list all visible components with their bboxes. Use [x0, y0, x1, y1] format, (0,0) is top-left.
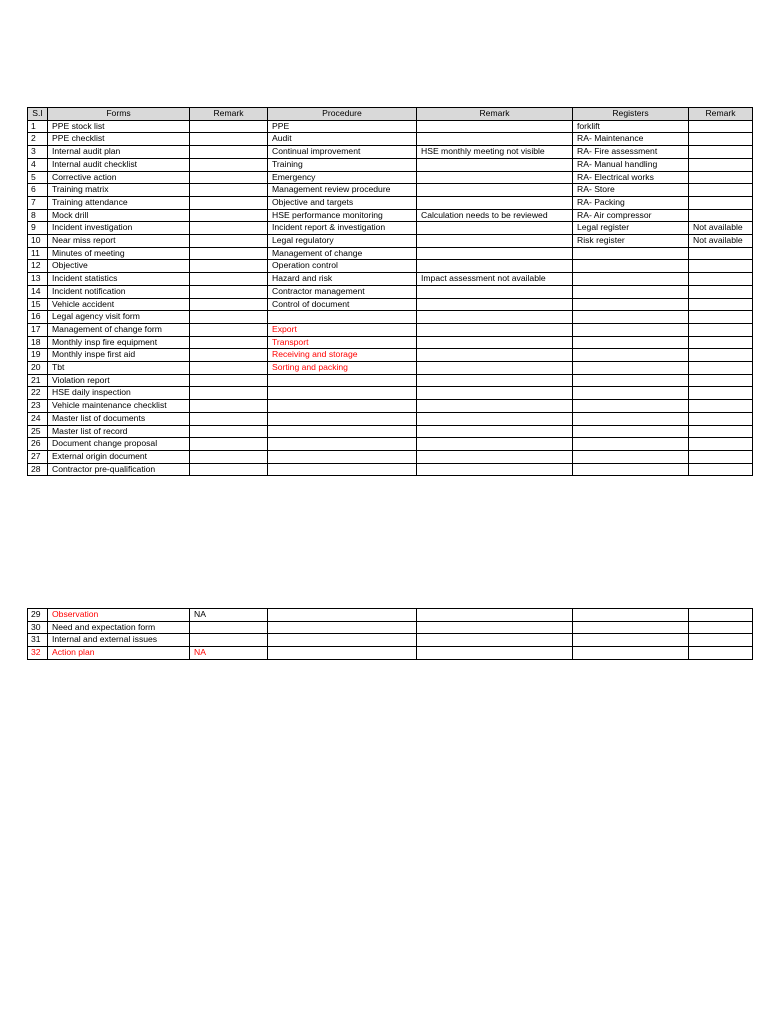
serial-number-cell: 20: [28, 362, 48, 375]
procedure-remark-cell: [417, 438, 573, 451]
register-remark-cell: [689, 621, 753, 634]
register-cell: [573, 260, 689, 273]
header-si: S.I: [28, 108, 48, 121]
register-remark-cell: [689, 158, 753, 171]
form-name-cell: Corrective action: [48, 171, 190, 184]
register-remark-cell: [689, 400, 753, 413]
form-remark-cell: [190, 336, 268, 349]
register-remark-cell: [689, 463, 753, 476]
serial-number-cell: 12: [28, 260, 48, 273]
procedure-remark-cell: [417, 184, 573, 197]
serial-number-cell: 22: [28, 387, 48, 400]
register-remark-cell: [689, 634, 753, 647]
procedure-cell: [268, 387, 417, 400]
register-remark-cell: [689, 260, 753, 273]
register-remark-cell: [689, 273, 753, 286]
register-cell: [573, 362, 689, 375]
table-row: [28, 171, 753, 184]
register-remark-cell: [689, 349, 753, 362]
procedure-cell: PPE: [268, 120, 417, 133]
procedure-cell: [268, 634, 417, 647]
register-remark-cell: [689, 609, 753, 622]
form-remark-cell: [190, 235, 268, 248]
form-name-cell: Vehicle maintenance checklist: [48, 400, 190, 413]
table-row: [28, 222, 753, 235]
table-row: [28, 336, 753, 349]
serial-number-cell: 4: [28, 158, 48, 171]
register-cell: [573, 450, 689, 463]
form-remark-cell: [190, 247, 268, 260]
serial-number-cell: 10: [28, 235, 48, 248]
form-name-cell: Document change proposal: [48, 438, 190, 451]
form-name-cell: Master list of record: [48, 425, 190, 438]
serial-number-cell: 28: [28, 463, 48, 476]
procedure-cell: Receiving and storage: [268, 349, 417, 362]
register-remark-cell: [689, 425, 753, 438]
register-cell: [573, 285, 689, 298]
register-cell: [573, 412, 689, 425]
additional-forms-table: [27, 608, 753, 660]
procedure-remark-cell: [417, 387, 573, 400]
procedure-cell: Incident report & investigation: [268, 222, 417, 235]
form-remark-cell: [190, 374, 268, 387]
register-remark-cell: [689, 247, 753, 260]
register-cell: [573, 349, 689, 362]
register-cell: [573, 374, 689, 387]
table-row: [28, 362, 753, 375]
register-remark-cell: [689, 285, 753, 298]
form-name-cell: Training attendance: [48, 196, 190, 209]
register-cell: RA- Maintenance: [573, 133, 689, 146]
register-cell: [573, 438, 689, 451]
register-remark-cell: [689, 323, 753, 336]
table-row: [28, 438, 753, 451]
procedure-remark-cell: [417, 450, 573, 463]
header-procedure-remark: Remark: [417, 108, 573, 121]
procedure-remark-cell: [417, 374, 573, 387]
table-row: [28, 450, 753, 463]
procedure-remark-cell: [417, 400, 573, 413]
register-cell: Risk register: [573, 235, 689, 248]
form-name-cell: Tbt: [48, 362, 190, 375]
procedure-cell: Contractor management: [268, 285, 417, 298]
form-remark-cell: [190, 146, 268, 159]
serial-number-cell: 3: [28, 146, 48, 159]
form-remark-cell: [190, 184, 268, 197]
form-remark-cell: [190, 450, 268, 463]
table-row: [28, 387, 753, 400]
register-cell: [573, 336, 689, 349]
procedure-remark-cell: [417, 634, 573, 647]
serial-number-cell: 27: [28, 450, 48, 463]
serial-number-cell: 32: [28, 647, 48, 660]
serial-number-cell: 7: [28, 196, 48, 209]
register-remark-cell: [689, 374, 753, 387]
serial-number-cell: 14: [28, 285, 48, 298]
form-name-cell: PPE checklist: [48, 133, 190, 146]
procedure-remark-cell: [417, 235, 573, 248]
form-remark-cell: NA: [190, 647, 268, 660]
form-remark-cell: [190, 412, 268, 425]
form-remark-cell: [190, 621, 268, 634]
serial-number-cell: 21: [28, 374, 48, 387]
serial-number-cell: 6: [28, 184, 48, 197]
form-name-cell: Violation report: [48, 374, 190, 387]
procedure-cell: [268, 609, 417, 622]
procedure-cell: Audit: [268, 133, 417, 146]
serial-number-cell: 17: [28, 323, 48, 336]
procedure-remark-cell: [417, 247, 573, 260]
register-remark-cell: [689, 336, 753, 349]
register-remark-cell: [689, 209, 753, 222]
procedure-cell: Hazard and risk: [268, 273, 417, 286]
header-registers: Registers: [573, 108, 689, 121]
procedure-remark-cell: [417, 425, 573, 438]
form-name-cell: Monthly inspe first aid: [48, 349, 190, 362]
procedure-remark-cell: [417, 336, 573, 349]
serial-number-cell: 11: [28, 247, 48, 260]
register-remark-cell: [689, 146, 753, 159]
procedure-remark-cell: HSE monthly meeting not visible: [417, 146, 573, 159]
form-remark-cell: [190, 463, 268, 476]
procedure-cell: Continual improvement: [268, 146, 417, 159]
procedure-remark-cell: [417, 349, 573, 362]
serial-number-cell: 24: [28, 412, 48, 425]
form-name-cell: Mock drill: [48, 209, 190, 222]
form-name-cell: Legal agency visit form: [48, 311, 190, 324]
table-row: [28, 323, 753, 336]
form-remark-cell: [190, 387, 268, 400]
procedure-remark-cell: [417, 621, 573, 634]
form-remark-cell: [190, 120, 268, 133]
form-name-cell: Objective: [48, 260, 190, 273]
form-name-cell: Incident notification: [48, 285, 190, 298]
serial-number-cell: 15: [28, 298, 48, 311]
form-name-cell: Monthly insp fire equipment: [48, 336, 190, 349]
register-cell: Legal register: [573, 222, 689, 235]
header-registers-remark: Remark: [689, 108, 753, 121]
procedure-cell: Management review procedure: [268, 184, 417, 197]
table-row: [28, 425, 753, 438]
form-remark-cell: [190, 298, 268, 311]
procedure-remark-cell: [417, 323, 573, 336]
form-name-cell: Management of change form: [48, 323, 190, 336]
register-cell: [573, 387, 689, 400]
table-row: [28, 311, 753, 324]
form-name-cell: Incident statistics: [48, 273, 190, 286]
serial-number-cell: 13: [28, 273, 48, 286]
procedure-remark-cell: [417, 171, 573, 184]
register-remark-cell: [689, 311, 753, 324]
serial-number-cell: 2: [28, 133, 48, 146]
form-remark-cell: [190, 222, 268, 235]
register-remark-cell: [689, 362, 753, 375]
procedure-remark-cell: [417, 196, 573, 209]
register-cell: [573, 311, 689, 324]
table-row: [28, 609, 753, 622]
procedure-cell: [268, 647, 417, 660]
form-remark-cell: [190, 362, 268, 375]
table-row: [28, 158, 753, 171]
register-cell: [573, 400, 689, 413]
table-row: [28, 209, 753, 222]
procedure-cell: HSE performance monitoring: [268, 209, 417, 222]
form-remark-cell: [190, 133, 268, 146]
form-name-cell: External origin document: [48, 450, 190, 463]
procedure-cell: Management of change: [268, 247, 417, 260]
procedure-remark-cell: [417, 285, 573, 298]
table-row: [28, 260, 753, 273]
form-name-cell: Internal and external issues: [48, 634, 190, 647]
register-remark-cell: [689, 387, 753, 400]
serial-number-cell: 30: [28, 621, 48, 634]
procedure-cell: Export: [268, 323, 417, 336]
procedure-remark-cell: [417, 222, 573, 235]
procedure-remark-cell: [417, 412, 573, 425]
procedure-cell: Training: [268, 158, 417, 171]
register-remark-cell: [689, 133, 753, 146]
table-header-row: [28, 108, 753, 121]
table-row: [28, 120, 753, 133]
procedure-cell: [268, 425, 417, 438]
register-cell: [573, 425, 689, 438]
form-name-cell: Master list of documents: [48, 412, 190, 425]
form-name-cell: Training matrix: [48, 184, 190, 197]
form-remark-cell: [190, 438, 268, 451]
procedure-cell: Transport: [268, 336, 417, 349]
form-remark-cell: [190, 425, 268, 438]
form-name-cell: Minutes of meeting: [48, 247, 190, 260]
table-row: [28, 349, 753, 362]
procedure-cell: [268, 621, 417, 634]
serial-number-cell: 9: [28, 222, 48, 235]
form-remark-cell: [190, 273, 268, 286]
procedure-cell: [268, 463, 417, 476]
register-cell: [573, 298, 689, 311]
register-remark-cell: [689, 184, 753, 197]
table-row: [28, 235, 753, 248]
procedure-cell: Sorting and packing: [268, 362, 417, 375]
register-cell: [573, 247, 689, 260]
register-cell: RA- Air compressor: [573, 209, 689, 222]
serial-number-cell: 8: [28, 209, 48, 222]
register-cell: [573, 609, 689, 622]
procedure-remark-cell: [417, 298, 573, 311]
serial-number-cell: 5: [28, 171, 48, 184]
form-name-cell: Internal audit plan: [48, 146, 190, 159]
procedure-cell: [268, 311, 417, 324]
register-cell: [573, 323, 689, 336]
form-remark-cell: [190, 158, 268, 171]
procedure-remark-cell: [417, 609, 573, 622]
serial-number-cell: 16: [28, 311, 48, 324]
procedure-remark-cell: [417, 311, 573, 324]
serial-number-cell: 31: [28, 634, 48, 647]
form-remark-cell: [190, 285, 268, 298]
register-cell: [573, 647, 689, 660]
form-name-cell: Observation: [48, 609, 190, 622]
procedure-remark-cell: [417, 260, 573, 273]
register-remark-cell: [689, 450, 753, 463]
procedure-remark-cell: [417, 463, 573, 476]
serial-number-cell: 29: [28, 609, 48, 622]
form-name-cell: Near miss report: [48, 235, 190, 248]
register-cell: forklift: [573, 120, 689, 133]
register-remark-cell: [689, 298, 753, 311]
header-forms-remark: Remark: [190, 108, 268, 121]
table-row: [28, 412, 753, 425]
procedure-cell: Emergency: [268, 171, 417, 184]
procedure-cell: [268, 438, 417, 451]
form-remark-cell: [190, 349, 268, 362]
procedure-cell: Legal regulatory: [268, 235, 417, 248]
form-remark-cell: [190, 323, 268, 336]
procedure-cell: [268, 412, 417, 425]
procedure-cell: Objective and targets: [268, 196, 417, 209]
serial-number-cell: 23: [28, 400, 48, 413]
form-name-cell: Internal audit checklist: [48, 158, 190, 171]
register-remark-cell: [689, 647, 753, 660]
form-name-cell: Vehicle accident: [48, 298, 190, 311]
table-row: [28, 647, 753, 660]
form-name-cell: Need and expectation form: [48, 621, 190, 634]
register-cell: [573, 463, 689, 476]
table-row: [28, 247, 753, 260]
form-remark-cell: [190, 400, 268, 413]
procedure-cell: Operation control: [268, 260, 417, 273]
table-row: [28, 133, 753, 146]
serial-number-cell: 1: [28, 120, 48, 133]
header-procedure: Procedure: [268, 108, 417, 121]
register-cell: RA- Packing: [573, 196, 689, 209]
table-row: [28, 400, 753, 413]
table-row: [28, 273, 753, 286]
forms-procedures-registers-table: [27, 107, 753, 476]
form-remark-cell: NA: [190, 609, 268, 622]
form-name-cell: PPE stock list: [48, 120, 190, 133]
form-name-cell: Action plan: [48, 647, 190, 660]
register-remark-cell: [689, 120, 753, 133]
register-remark-cell: Not available: [689, 222, 753, 235]
procedure-cell: [268, 374, 417, 387]
table-row: [28, 463, 753, 476]
form-name-cell: Incident investigation: [48, 222, 190, 235]
form-remark-cell: [190, 634, 268, 647]
serial-number-cell: 26: [28, 438, 48, 451]
form-name-cell: Contractor pre-qualification: [48, 463, 190, 476]
table-row: [28, 374, 753, 387]
register-cell: [573, 273, 689, 286]
serial-number-cell: 19: [28, 349, 48, 362]
form-remark-cell: [190, 196, 268, 209]
header-forms: Forms: [48, 108, 190, 121]
register-remark-cell: [689, 196, 753, 209]
register-cell: [573, 634, 689, 647]
procedure-remark-cell: [417, 158, 573, 171]
register-remark-cell: [689, 412, 753, 425]
procedure-remark-cell: Calculation needs to be reviewed: [417, 209, 573, 222]
form-remark-cell: [190, 171, 268, 184]
form-remark-cell: [190, 311, 268, 324]
register-remark-cell: [689, 171, 753, 184]
procedure-remark-cell: Impact assessment not available: [417, 273, 573, 286]
table-row: [28, 196, 753, 209]
procedure-remark-cell: [417, 647, 573, 660]
register-cell: RA- Manual handling: [573, 158, 689, 171]
table-row: [28, 634, 753, 647]
serial-number-cell: 18: [28, 336, 48, 349]
procedure-remark-cell: [417, 120, 573, 133]
table-row: [28, 285, 753, 298]
register-remark-cell: Not available: [689, 235, 753, 248]
table-row: [28, 298, 753, 311]
procedure-cell: [268, 400, 417, 413]
form-remark-cell: [190, 260, 268, 273]
serial-number-cell: 25: [28, 425, 48, 438]
procedure-remark-cell: [417, 133, 573, 146]
form-name-cell: HSE daily inspection: [48, 387, 190, 400]
table-row: [28, 184, 753, 197]
register-remark-cell: [689, 438, 753, 451]
register-cell: [573, 621, 689, 634]
register-cell: RA- Electrical works: [573, 171, 689, 184]
register-cell: RA- Fire assessment: [573, 146, 689, 159]
table-row: [28, 146, 753, 159]
procedure-cell: Control of document: [268, 298, 417, 311]
register-cell: RA- Store: [573, 184, 689, 197]
procedure-remark-cell: [417, 362, 573, 375]
form-remark-cell: [190, 209, 268, 222]
table-row: [28, 621, 753, 634]
procedure-cell: [268, 450, 417, 463]
